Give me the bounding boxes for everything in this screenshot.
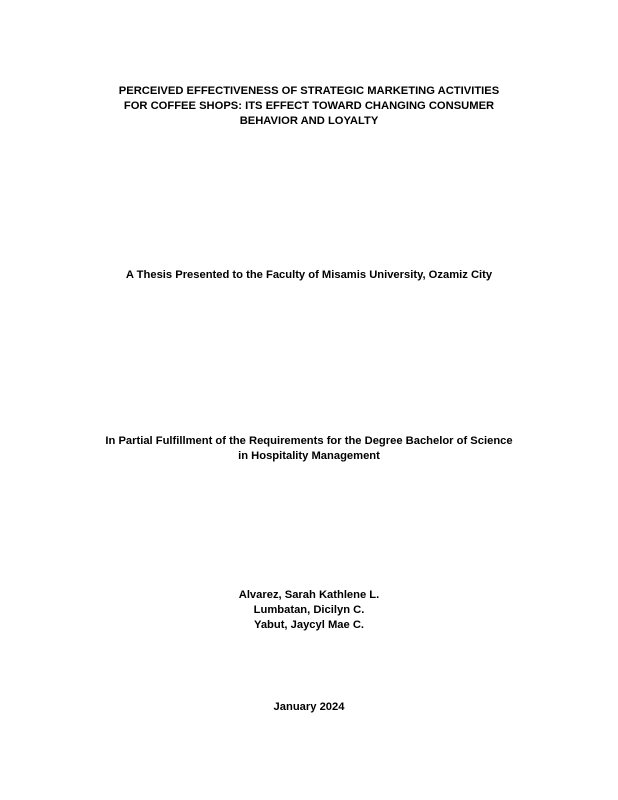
thesis-title-line-3: BEHAVIOR AND LOYALTY bbox=[239, 115, 379, 127]
thesis-title-line-2: FOR COFFEE SHOPS: ITS EFFECT TOWARD CHANGING CONSUMER bbox=[123, 100, 495, 112]
author-name: Yabut, Jaycyl Mae C. bbox=[253, 619, 365, 631]
author-list bbox=[0, 588, 618, 633]
degree-fulfillment-statement bbox=[0, 434, 618, 464]
fulfillment-line-1: In Partial Fulfillment of the Requirements for the Degree Bachelor of Science bbox=[105, 435, 513, 447]
submission-date: January 2024 bbox=[273, 701, 345, 713]
author-name: Alvarez, Sarah Kathlene L. bbox=[238, 589, 380, 601]
thesis-title bbox=[0, 84, 618, 129]
fulfillment-line-2: in Hospitality Management bbox=[238, 450, 380, 462]
author-name: Lumbatan, Dicilyn C. bbox=[253, 604, 365, 616]
thesis-title-line-1: PERCEIVED EFFECTIVENESS OF STRATEGIC MARKETING ACTIVITIES bbox=[118, 85, 500, 97]
presented-to-statement: A Thesis Presented to the Faculty of Misamis University, Ozamiz City bbox=[125, 269, 493, 281]
